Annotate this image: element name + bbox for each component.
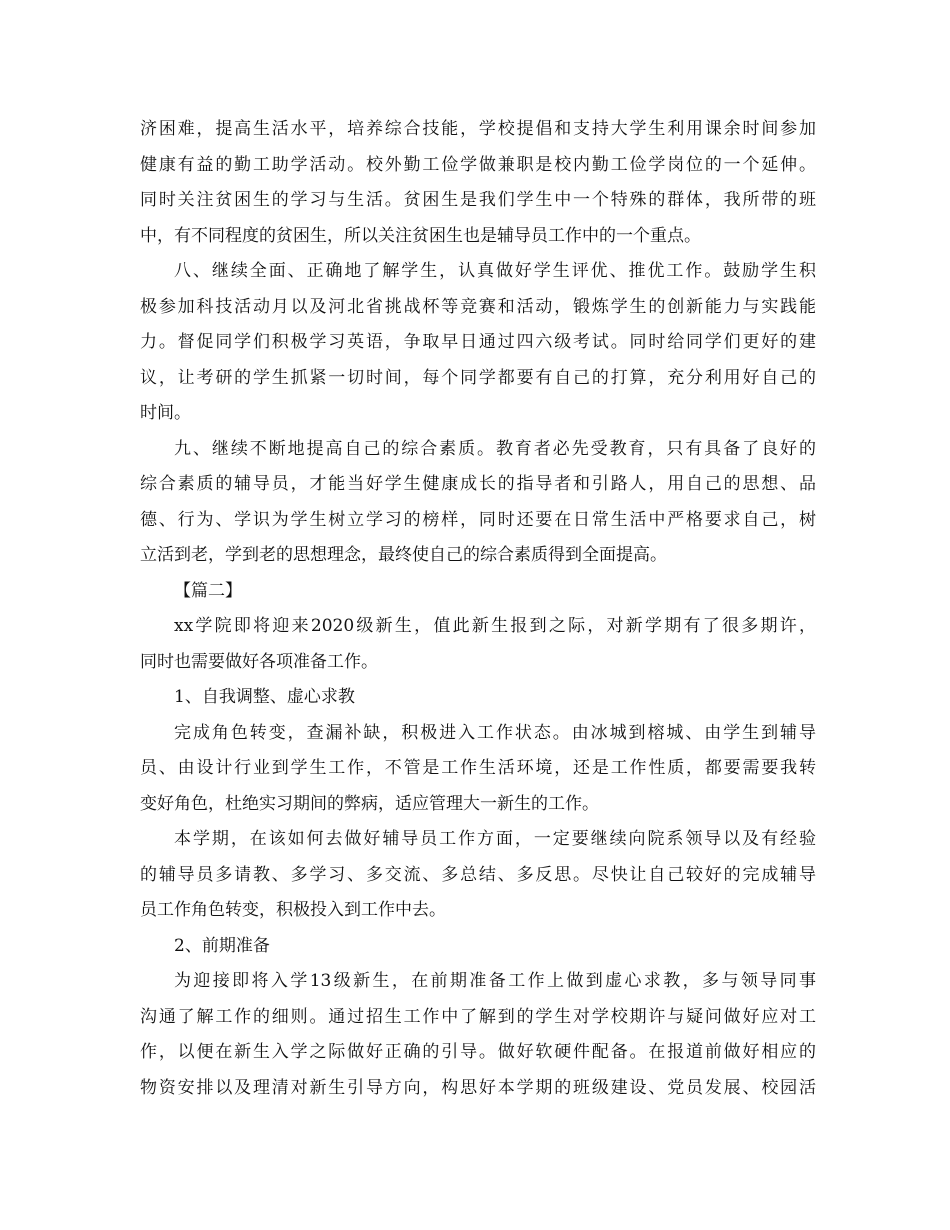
document-body <box>140 112 816 1106</box>
text-line: 健康有益的勤工助学活动。校外勤工俭学做兼职是校内勤工俭学岗位的一个延伸。 <box>140 154 816 175</box>
text-line: 综合素质的辅导员，才能当好学生健康成长的指导者和引路人，用自己的思想、品 <box>140 474 816 494</box>
text-line: 济困难，提高生活水平，培养综合技能，学校提倡和支持大学生利用课余时间参加 <box>140 119 816 139</box>
text-line: xx学院即将迎来2020级新生，值此新生报到之际，对新学期有了很多期许， <box>174 616 816 636</box>
text-line: 物资安排以及理清对新生引导方向，构思好本学期的班级建设、党员发展、校园活 <box>140 1077 816 1098</box>
text-line: 议，让考研的学生抓紧一切时间，每个同学都要有自己的打算，充分利用好自己的 <box>140 367 816 388</box>
text-line: 德、行为、学识为学生树立学习的榜样，同时还要在日常生活中严格要求自己，树 <box>140 509 816 530</box>
text-line: 本学期，在该如何去做好辅导员工作方面，一定要继续向院系领导以及有经验 <box>174 829 816 849</box>
text-line: 力。督促同学们积极学习英语，争取早日通过四六级考试。同时给同学们更好的建 <box>140 332 816 352</box>
text-line: 员工作角色转变，积极投入到工作中去。 <box>140 900 446 920</box>
text-line: 【篇二】 <box>174 580 242 601</box>
text-line: 员、由设计行业到学生工作，不管是工作生活环境，还是工作性质，都要需要我转 <box>140 758 816 778</box>
text-line: 2、前期准备 <box>174 935 270 956</box>
text-line: 九、继续不断地提高自己的综合素质。教育者必先受教育，只有具备了良好的 <box>174 438 816 459</box>
text-line: 八、继续全面、正确地了解学生，认真做好学生评优、推优工作。鼓励学生积 <box>174 261 816 281</box>
text-line: 立活到老，学到老的思想理念，最终使自己的综合素质得到全面提高。 <box>140 545 667 565</box>
text-line: 沟通了解工作的细则。通过招生工作中了解到的学生对学校期许与疑问做好应对工 <box>140 1006 816 1027</box>
text-line: 时间。 <box>140 403 191 423</box>
text-line: 中，有不同程度的贫困生，所以关注贫困生也是辅导员工作中的一个重点。 <box>140 225 701 246</box>
text-line: 同时关注贫困生的学习与生活。贫困生是我们学生中一个特殊的群体，我所带的班 <box>140 190 816 210</box>
text-line: 变好角色，杜绝实习期间的弊病，适应管理大一新生的工作。 <box>140 793 599 814</box>
text-line: 1、自我调整、虚心求教 <box>174 687 355 707</box>
text-line: 极参加科技活动月以及河北省挑战杯等竞赛和活动，锻炼学生的创新能力与实践能 <box>140 296 816 317</box>
text-line: 为迎接即将入学13级新生，在前期准备工作上做到虚心求教，多与领导同事 <box>174 971 816 991</box>
text-line: 同时也需要做好各项准备工作。 <box>140 651 378 672</box>
text-line: 完成角色转变，查漏补缺，积极进入工作状态。由冰城到榕城、由学生到辅导 <box>174 722 816 743</box>
text-line: 的辅导员多请教、多学习、多交流、多总结、多反思。尽快让自己较好的完成辅导 <box>140 864 816 885</box>
text-line: 作，以便在新生入学之际做好正确的引导。做好软硬件配备。在报道前做好相应的 <box>140 1042 816 1062</box>
